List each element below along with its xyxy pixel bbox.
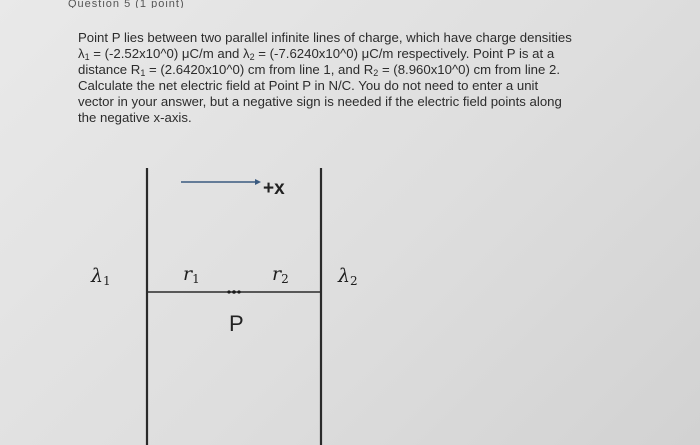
distance-text-mid: = (2.6420x10^0) cm from line 1, and R <box>145 62 374 77</box>
r1-subscript: 1 <box>140 68 146 78</box>
question-line-6: the negative x-axis. <box>78 110 192 125</box>
r1-label <box>183 263 200 286</box>
question-line-4: Calculate the net electric field at Point P in N/C. You do not need to enter a unit <box>78 78 539 93</box>
point-p-marker <box>237 290 240 293</box>
lambda2-subscript: 2 <box>249 52 255 62</box>
arrow-head-icon <box>255 179 261 185</box>
point-p-marker <box>227 290 230 293</box>
r2-label <box>272 263 289 286</box>
lambda1-subscript: 1 <box>84 52 90 62</box>
lambda2-label <box>338 265 358 288</box>
question-line-1: Point P lies between two parallel infinite lines of charge, which have charge densities <box>78 30 572 45</box>
lambda2-label-symbol: λ <box>338 265 351 287</box>
lambda1-label-symbol: λ <box>91 265 104 287</box>
r2-label-sub: 2 <box>281 272 289 286</box>
distance-text-end: = (8.960x10^0) cm from line 2. <box>378 62 561 77</box>
charge-density-text: = (-2.52x10^0) μC/m and λ <box>89 46 250 61</box>
lambda1-label-sub: 1 <box>103 274 111 288</box>
r2-label-symbol: r <box>272 263 282 285</box>
distance-text: distance R <box>78 62 141 77</box>
lambda1-label <box>91 265 111 288</box>
point-p-marker <box>232 290 236 294</box>
question-header: Question 5 (1 point) <box>68 0 185 8</box>
question-line-5: vector in your answer, but a negative sign is needed if the electric field points along <box>78 94 562 109</box>
r2-subscript: 2 <box>373 68 379 78</box>
point-p-label: P <box>229 311 244 336</box>
x-direction-label: +x <box>263 178 285 199</box>
lambda2-label-sub: 2 <box>350 274 358 288</box>
charge-density-text-end: = (-7.6240x10^0) μC/m respectively. Point P is at a <box>254 46 555 61</box>
r1-label-sub: 1 <box>192 272 200 286</box>
lambda1-symbol: λ <box>78 46 85 61</box>
r1-label-symbol: r <box>183 263 193 285</box>
